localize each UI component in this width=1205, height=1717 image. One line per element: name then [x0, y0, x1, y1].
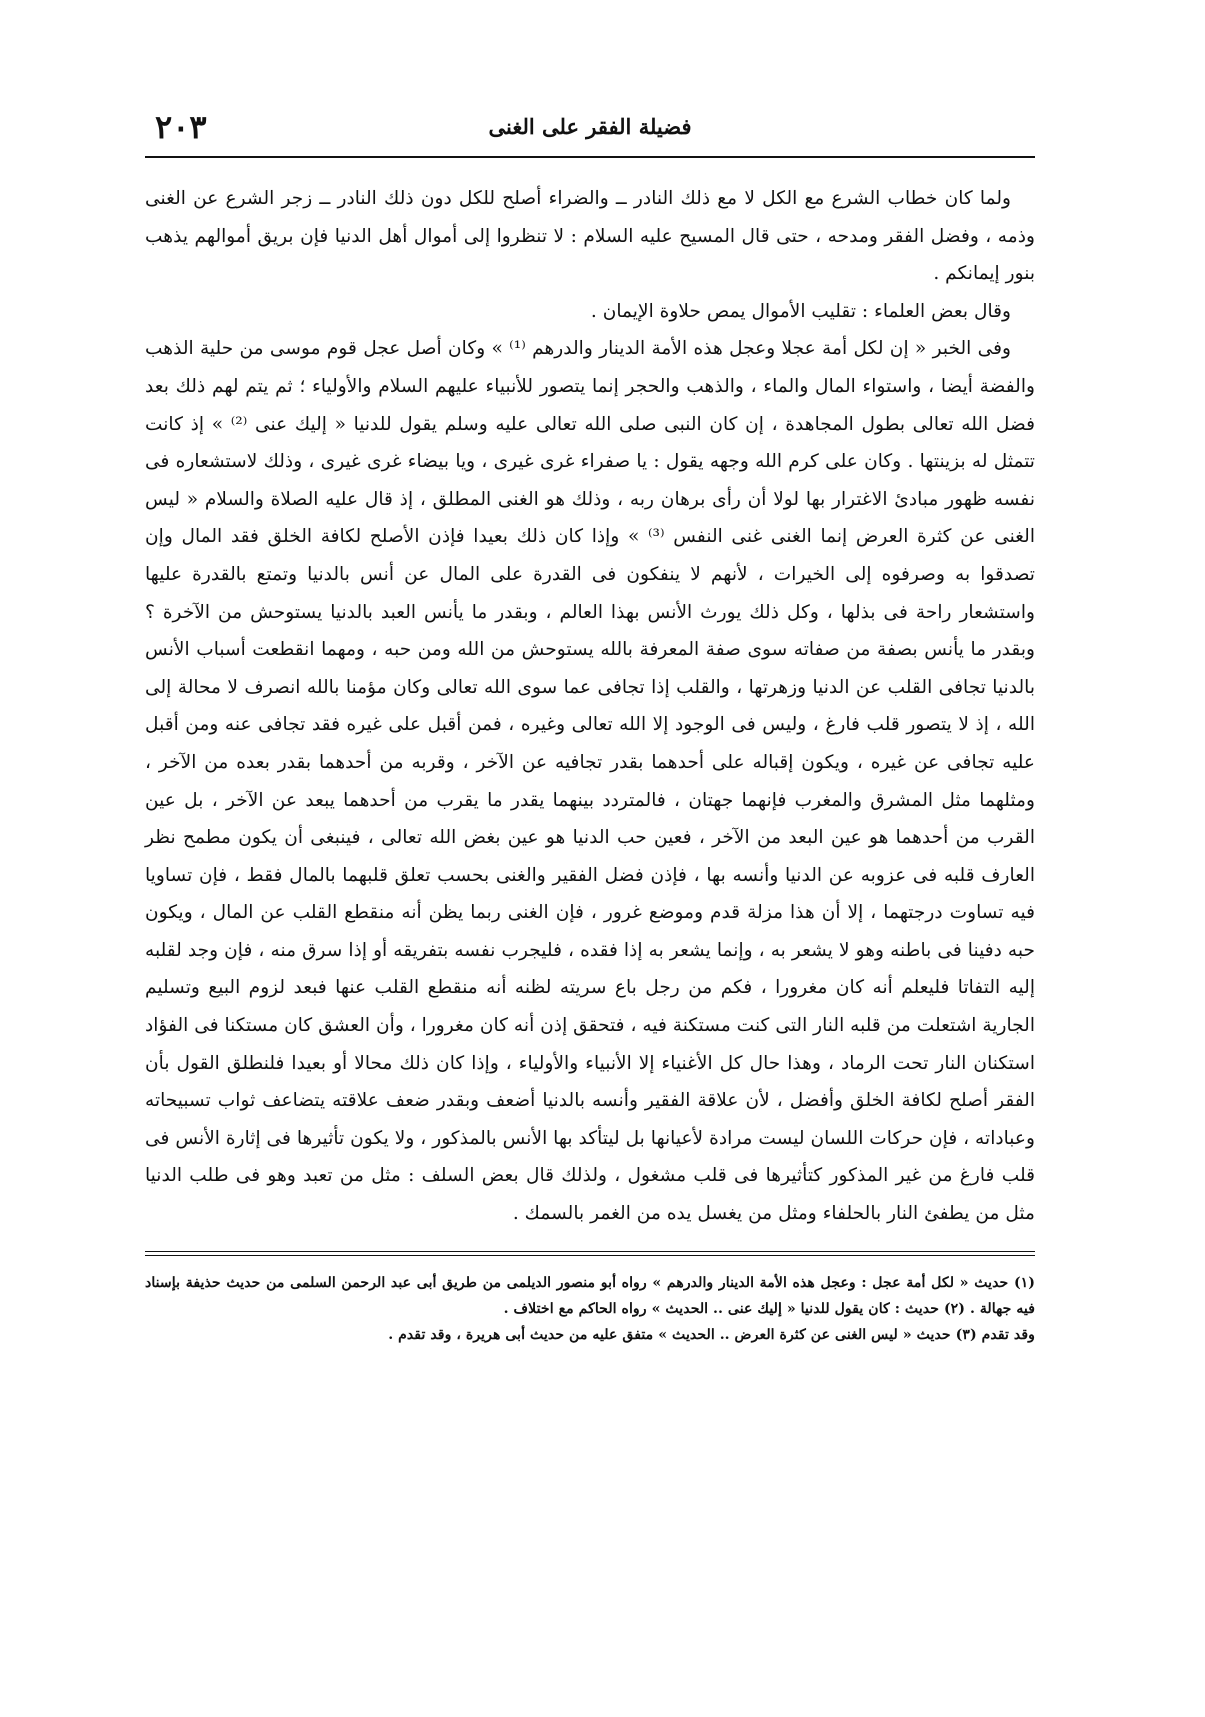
paragraph: وفى الخبر « إن لكل أمة عجلا وعجل هذه الأمة الدينار والدرهم ⁽¹⁾ » وكان أصل عجل قوم موسى من حلية الذهب والفضة أيضا ، واستواء المال والماء ، والذهب والحجر إنما يتصور للأنبياء عليهم السلام والأولياء ؛ ثم يتم لهم ذلك بعد فضل الله تعالى بطول المجاهدة ، إن كان النبى صلى الله تعالى عليه وسلم يقول للدنيا « إليك عنى ⁽²⁾ » إذ كانت تتمثل له بزينتها . وكان على كرم الله وجهه يقول : يا صفراء غرى غيرى ، ويا بيضاء غرى غيرى ، وذلك لاستشعاره فى نفسه ظهور مبادئ الاغترار بها لولا أن رأى برهان ربه ، وذلك هو الغنى المطلق ، إذ قال عليه الصلاة والسلام « ليس الغنى عن كثرة العرض إنما الغنى غنى النفس ⁽³⁾ » وإذا كان ذلك بعيدا فإذن الأصلح لكافة الخلق فقد المال وإن تصدقوا به وصرفوه إلى الخيرات ، لأنهم لا ينفكون فى القدرة على المال عن أنس بالدنيا وتمتع بالقدرة عليها واستشعار راحة فى بذلها ، وكل ذلك يورث الأنس بهذا العالم ، وبقدر ما يأنس العبد بالدنيا يستوحش من الآخرة ؟ وبقدر ما يأنس بصفة من صفاته سوى صفة المعرفة بالله يستوحش من الله ومن حبه ، ومهما انقطعت أسباب الأنس بالدنيا تجافى القلب عن الدنيا وزهرتها ، والقلب إذا تجافى عما سوى الله تعالى وكان مؤمنا بالله انصرف لا محالة إلى الله ، إذ لا يتصور قلب فارغ ، وليس فى الوجود إلا الله تعالى وغيره ، فمن أقبل على غيره فقد تجافى عنه ومن أقبل عليه تجافى عن غيره ، ويكون إقباله على أحدهما بقدر تجافيه عن الآخر ، وقربه من أحدهما بقدر بعده من الآخر ، ومثلهما مثل المشرق والمغرب فإنهما جهتان ، فالمتردد بينهما يقدر ما يقرب من أحدهما يبعد عن الآخر ، بل عين القرب من أحدهما هو عين البعد من الآخر ، فعين حب الدنيا هو عين بغض الله تعالى ، فينبغى أن يكون مطمح نظر العارف قلبه فى عزوبه عن الدنيا وأنسه بها ، فإذن فضل الفقير والغنى بحسب تعلق قلبهما بالمال فقط ، فإن تساويا فيه تساوت درجتهما ، إلا أن هذا مزلة قدم وموضع غرور ، فإن الغنى ربما يظن أنه منقطع القلب عن المال ، ويكون حبه دفينا فى باطنه وهو لا يشعر به ، وإنما يشعر به إذا فقده ، فليجرب نفسه بتفريقه أو إذا سرق منه ، فإن وجد لقلبه إليه التفاتا فليعلم أنه كان مغرورا ، فكم من رجل باع سريته لظنه أنه منقطع القلب عنها فبعد لزوم البيع وتسليم الجارية اشتعلت من قلبه النار التى كنت مستكنة فيه ، فتحقق إذن أنه كان مغرورا ، وأن العشق كان مستكنا فى الفؤاد استكنان النار تحت الرماد ، وهذا حال كل الأغنياء إلا الأنبياء والأولياء ، وإذا كان ذلك محالا أو بعيدا فلنطلق القول بأن الفقر أصلح لكافة الخلق وأفضل ، لأن علاقة الفقير وأنسه بالدنيا أضعف وبقدر ضعف علاقته يتضاعف ثواب تسبيحاته وعباداته ، فإن حركات اللسان ليست مرادة لأعيانها بل ليتأكد بها الأنس بالمذكور ، ولا يكون تأثيرها فى إثارة الأنس فى قلب فارغ من غير المذكور كتأثيرها فى قلب مشغول ، ولذلك قال بعض السلف : مثل من تعبد وهو فى طلب الدنيا مثل من يطفئ النار بالحلفاء ومثل من يغسل يده من الغمر بالسمك . — [145, 338, 1035, 1225]
paragraph: ولما كان خطاب الشرع مع الكل لا مع ذلك النادر ــ والضراء أصلح للكل دون ذلك النادر ــ زجر الشرع عن الغنى وذمه ، وفضل الفقر ومدحه ، حتى قال المسيح عليه السلام : لا تنظروا إلى أموال أهل الدنيا فإن بريق أموالهم يذهب بنور إيمانكم . — [145, 188, 1035, 285]
book-page — [145, 108, 1035, 1668]
page-title: فضيلة الفقر على الغنى — [488, 114, 692, 139]
footnote: (١) حديث « لكل أمة عجل : وعجل هذه الأمة الدينار والدرهم » رواه أبو منصور الديلمى من طريق أبى عبد الرحمن السلمى من حديث حذيفة بإسناد فيه جهالة . (٢) حديث : كان يقول للدنيا « إليك عنى .. الحديث » رواه الحاكم مع اختلاف . — [145, 1274, 1035, 1317]
paragraph: وقال بعض العلماء : تقليب الأموال يمص حلاوة الإيمان . — [590, 300, 1011, 322]
page-number: ٢٠٣ — [155, 108, 207, 146]
footnotes — [145, 1270, 1035, 1348]
body-text — [145, 180, 1035, 1233]
footnote-divider — [145, 1251, 1035, 1256]
running-header — [145, 108, 1035, 158]
footnote: وقد تقدم (٣) حديث « ليس الغنى عن كثرة العرض .. الحديث » متفق عليه من حديث أبى هريرة ، وقد تقدم . — [388, 1326, 1035, 1343]
